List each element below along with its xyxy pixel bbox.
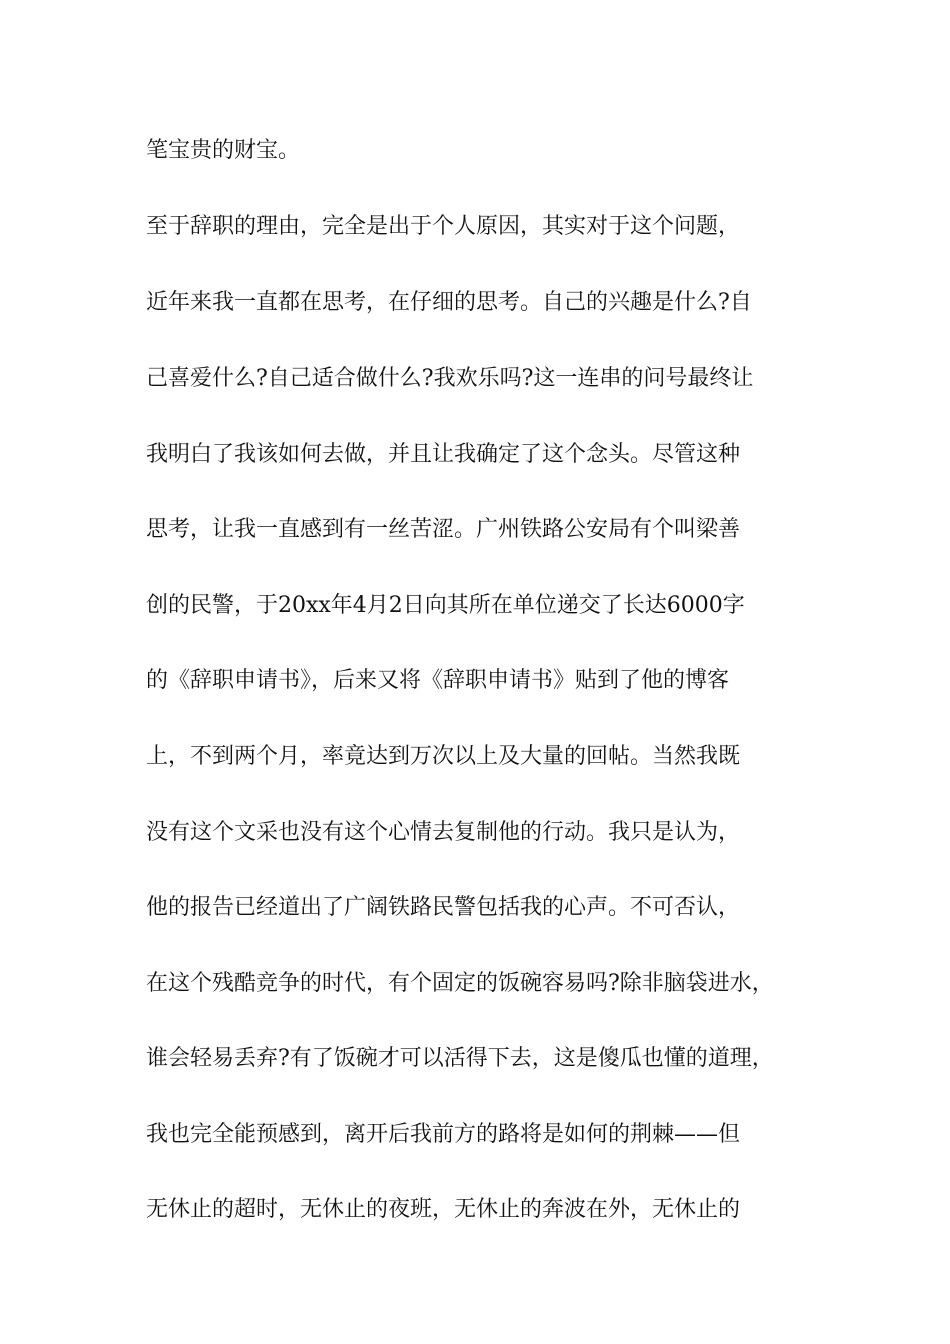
text-line-10: 没有这个文采也没有这个心情去复制他的行动。我只是认为， (146, 820, 741, 845)
text-line-15: 无休止的超时，无休止的夜班，无休止的奔波在外，无休止的 (146, 1197, 741, 1222)
text-line-8: 的《辞职申请书》，后来又将《辞职申请书》贴到了他的博客 (146, 668, 730, 693)
text-line-12: 在这个残酷竞争的时代，有个固定的饭碗容易吗?除非脑袋进水， (146, 971, 774, 996)
text-line-9: 上，不到两个月，率竟达到万次以上及大量的回帖。当然我既 (146, 744, 741, 769)
text-line-3: 近年来我一直都在思考，在仔细的思考。自己的兴趣是什么?自 (146, 290, 752, 315)
text-line-11: 他的报告已经道出了广阔铁路民警包括我的心声。不可否认， (146, 895, 741, 920)
text-line-5: 我明白了我该如何去做，并且让我确定了这个念头。尽管这种 (146, 442, 741, 467)
text-line-13: 谁会轻易丢弃?有了饭碗才可以活得下去，这是傻瓜也懂的道理， (146, 1046, 774, 1071)
text-line-6: 思考，让我一直感到有一丝苦涩。广州铁路公安局有个叫梁善 (146, 517, 741, 542)
text-line-2: 至于辞职的理由，完全是出于个人原因，其实对于这个问题， (146, 214, 741, 239)
text-line-1: 笔宝贵的财宝。 (146, 138, 301, 163)
text-line-7: 创的民警，于20xx年4月2日向其所在单位递交了长达6000字 (146, 593, 745, 618)
text-line-4: 己喜爱什么?自己适合做什么?我欢乐吗?这一连串的问号最终让 (146, 366, 754, 391)
text-line-14: 我也完全能预感到，离开后我前方的路将是如何的荆棘——但 (146, 1122, 741, 1147)
